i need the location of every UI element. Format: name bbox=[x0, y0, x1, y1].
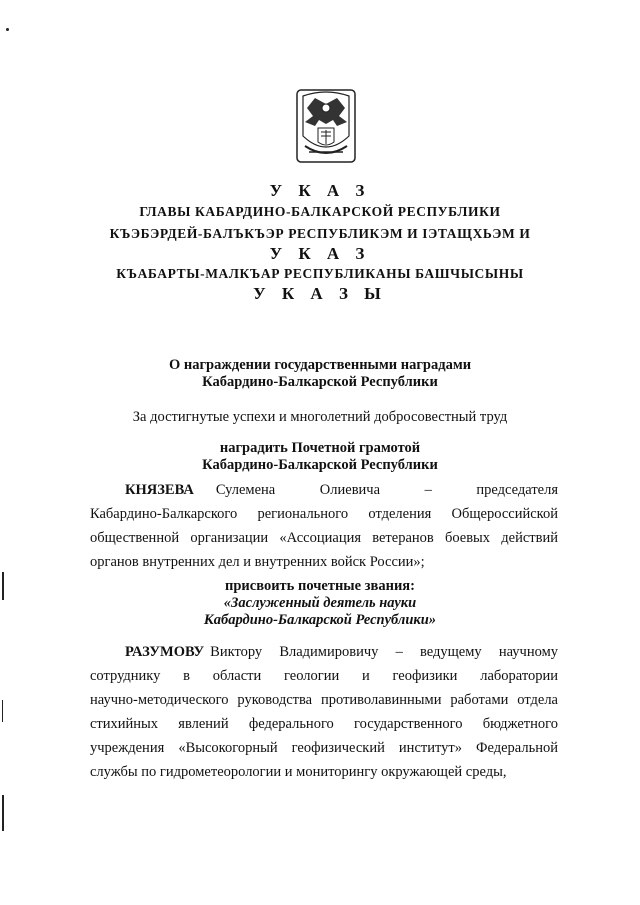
award-honorary-title: присвоить почетные звания: «Заслуженный деятель науки Кабардино-Балкарской Республики» bbox=[203, 578, 437, 628]
award-honorary-certificate: наградить Почетной грамотой Кабардино-Балкарской Республики bbox=[202, 440, 438, 473]
intro-text: За достигнутые успехи и многолетний добросовестный труд bbox=[132, 409, 508, 425]
awardee-razumov: РАЗУМОВУ Виктору Владимировичу – ведущему научному сотруднику в области геологии и геофизики лаборатории научно-методического руководства противолавинными работами отдела стихийных явлений федерального государственного бюджетного учреждения «Высокогорный геофизический институт» Федеральной службы по гидрометеорологии и мониторингу окружающей среды, bbox=[90, 640, 558, 784]
head-title-kabardian: КЪЭБЭРДЕЙ-БАЛЪКЪЭР РЕСПУБЛИКЭМ И IЭТАЩХЬЭМ И bbox=[109, 226, 531, 241]
decree-heading-russian: У К А З bbox=[269, 181, 371, 200]
head-title-balkar: КЪАБАРТЫ-МАЛКЪАР РЕСПУБЛИКАНЫ БАШЧЫСЫНЫ bbox=[116, 266, 524, 281]
decree-heading-balkar: У К А З Ы bbox=[253, 284, 387, 303]
awardee-knyazev: КНЯЗЕВА Сулемена Олиевича – председателя Кабардино-Балкарского регионального отделения Общероссийской общественной организации «Ассоциация ветеранов боевых действий органов внутренних дел и внутренних войск России»; bbox=[90, 478, 558, 574]
decree-heading-kabardian: У К А З bbox=[269, 244, 371, 263]
scan-artifact bbox=[2, 572, 4, 600]
awardee-surname: РАЗУМОВУ bbox=[125, 644, 205, 660]
scan-artifact bbox=[2, 795, 4, 831]
decree-title: О награждении государственными наградами Кабардино-Балкарской Республики bbox=[168, 357, 472, 390]
scan-artifact bbox=[2, 700, 3, 722]
awardee-surname: КНЯЗЕВА bbox=[125, 482, 194, 498]
scan-artifact bbox=[6, 28, 9, 31]
coat-of-arms-emblem bbox=[295, 86, 357, 166]
head-title-russian: ГЛАВЫ КАБАРДИНО-БАЛКАРСКОЙ РЕСПУБЛИКИ bbox=[139, 204, 501, 219]
